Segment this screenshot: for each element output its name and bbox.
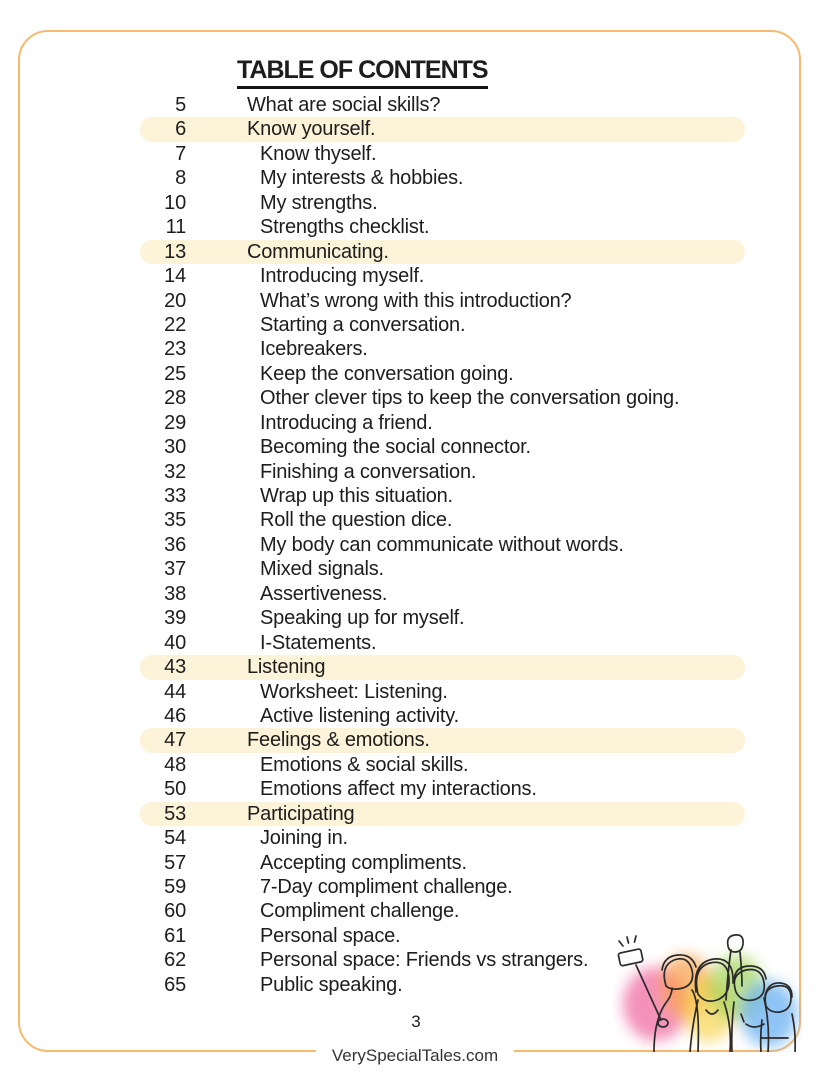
toc-page-number: 29 <box>164 411 186 434</box>
toc-page-number: 32 <box>164 460 186 483</box>
toc-entry-label: Active listening activity. <box>260 704 459 727</box>
toc-entry-label: Emotions & social skills. <box>260 753 469 776</box>
toc-entry-label: Participating <box>247 802 355 825</box>
toc-row <box>140 728 745 752</box>
toc-row <box>140 142 745 166</box>
toc-row <box>140 484 745 508</box>
toc-entry-label: Roll the question dice. <box>260 509 453 532</box>
toc-entry-label: Joining in. <box>260 827 348 850</box>
toc-entry-label: Accepting compliments. <box>260 851 467 874</box>
toc-page-number: 38 <box>164 582 186 605</box>
toc-row <box>140 411 745 435</box>
toc-entry-label: My interests & hobbies. <box>260 167 464 190</box>
toc-page-number: 62 <box>164 949 186 972</box>
toc-page-number: 33 <box>164 485 186 507</box>
toc-row <box>140 582 745 606</box>
phone-icon <box>618 949 643 966</box>
website-label: VerySpecialTales.com <box>316 1045 514 1067</box>
toc-page-number: 44 <box>164 680 186 703</box>
toc-entry-label: Personal space: Friends vs strangers. <box>260 949 589 972</box>
toc-entry-label: Feelings & emotions. <box>247 729 430 752</box>
toc-page-number: 30 <box>164 436 186 459</box>
toc-row <box>140 215 745 239</box>
toc-page-number: 43 <box>164 656 186 679</box>
toc-entry-label: 7-Day compliment challenge. <box>260 876 513 898</box>
toc-page-number: 11 <box>165 216 186 239</box>
toc-row <box>140 166 745 190</box>
toc-entry-label: Keep the conversation going. <box>260 362 514 385</box>
toc-entry-label: What’s wrong with this introduction? <box>260 289 572 312</box>
toc-row <box>140 240 745 264</box>
toc-entry-label: Finishing a conversation. <box>260 460 477 483</box>
toc-row <box>140 680 745 704</box>
toc-row <box>140 93 745 117</box>
toc-row <box>140 362 745 386</box>
toc-list <box>140 93 745 997</box>
toc-page-number: 36 <box>164 533 186 556</box>
toc-row <box>140 777 745 801</box>
toc-entry-label: Worksheet: Listening. <box>260 680 448 703</box>
toc-page-number: 47 <box>164 729 186 752</box>
toc-entry-label: I-Statements. <box>260 631 377 654</box>
toc-entry-label: My strengths. <box>260 191 378 214</box>
toc-page-number: 48 <box>164 753 186 776</box>
toc-page-number: 57 <box>164 851 186 874</box>
toc-entry-label: Introducing myself. <box>260 265 425 288</box>
toc-page-number: 35 <box>164 509 186 532</box>
toc-entry-label: Mixed signals. <box>260 558 384 581</box>
toc-page-number: 53 <box>164 802 186 825</box>
toc-page-number: 10 <box>164 191 186 214</box>
group-selfie-illustration <box>612 930 802 1052</box>
toc-page-number: 8 <box>175 167 186 190</box>
toc-page-number: 50 <box>164 778 186 801</box>
toc-page-number: 23 <box>164 338 186 361</box>
toc-page-number: 46 <box>164 704 186 727</box>
toc-page-number: 20 <box>164 289 186 312</box>
toc-page-number: 13 <box>164 240 186 263</box>
toc-entry-label: Personal space. <box>260 924 401 947</box>
toc-entry-label: Starting a conversation. <box>260 313 466 336</box>
toc-page-number: 60 <box>164 900 186 923</box>
toc-entry-label: Icebreakers. <box>260 338 368 361</box>
toc-page-number: 22 <box>164 313 186 336</box>
toc-row <box>140 533 745 557</box>
toc-page-number: 25 <box>164 362 186 385</box>
toc-page-number: 61 <box>164 924 186 947</box>
toc-row <box>140 508 745 532</box>
toc-page-number: 65 <box>164 973 186 996</box>
toc-page-number: 54 <box>164 827 186 850</box>
toc-page-number: 6 <box>175 118 186 141</box>
toc-row <box>140 802 745 826</box>
toc-row <box>140 851 745 875</box>
toc-entry-label: Speaking up for myself. <box>260 607 465 630</box>
toc-row <box>140 337 745 361</box>
toc-entry-label: Introducing a friend. <box>260 411 433 434</box>
toc-row <box>140 264 745 288</box>
toc-row <box>140 753 745 777</box>
toc-row <box>140 386 745 410</box>
toc-row <box>140 875 745 899</box>
toc-entry-label: Compliment challenge. <box>260 900 460 923</box>
toc-entry-label: Emotions affect my interactions. <box>260 778 537 801</box>
toc-page-number: 7 <box>175 142 186 165</box>
toc-row <box>140 899 745 923</box>
page-number: 3 <box>411 1012 421 1031</box>
toc-row <box>140 191 745 215</box>
toc-row <box>140 557 745 581</box>
toc-page-number: 39 <box>164 607 186 630</box>
toc-entry-label: Other clever tips to keep the conversation going. <box>260 387 680 410</box>
toc-row <box>140 704 745 728</box>
toc-row <box>140 435 745 459</box>
toc-entry-label: Know yourself. <box>247 118 376 141</box>
toc-page-number: 5 <box>175 94 186 116</box>
toc-row <box>140 631 745 655</box>
toc-row <box>140 289 745 313</box>
toc-entry-label: Assertiveness. <box>260 582 388 605</box>
toc-entry-label: Wrap up this situation. <box>260 485 453 507</box>
toc-row <box>140 460 745 484</box>
toc-row <box>140 313 745 337</box>
toc-row <box>140 826 745 850</box>
toc-page-number: 28 <box>164 387 186 410</box>
toc-entry-label: Becoming the social connector. <box>260 436 531 459</box>
toc-row <box>140 606 745 630</box>
toc-entry-label: What are social skills? <box>247 94 441 116</box>
toc-entry-label: My body can communicate without words. <box>260 533 624 556</box>
toc-entry-label: Strengths checklist. <box>260 216 430 239</box>
toc-entry-label: Public speaking. <box>260 973 403 996</box>
toc-page-number: 14 <box>164 265 186 288</box>
toc-row <box>140 117 745 141</box>
toc-entry-label: Listening <box>247 656 326 679</box>
toc-row <box>140 655 745 679</box>
toc-page-number: 40 <box>164 631 186 654</box>
toc-page-number: 59 <box>164 876 186 898</box>
toc-entry-label: Communicating. <box>247 240 389 263</box>
toc-entry-label: Know thyself. <box>260 142 377 165</box>
toc-page-number: 37 <box>164 558 186 581</box>
page-title: TABLE OF CONTENTS <box>237 56 488 89</box>
